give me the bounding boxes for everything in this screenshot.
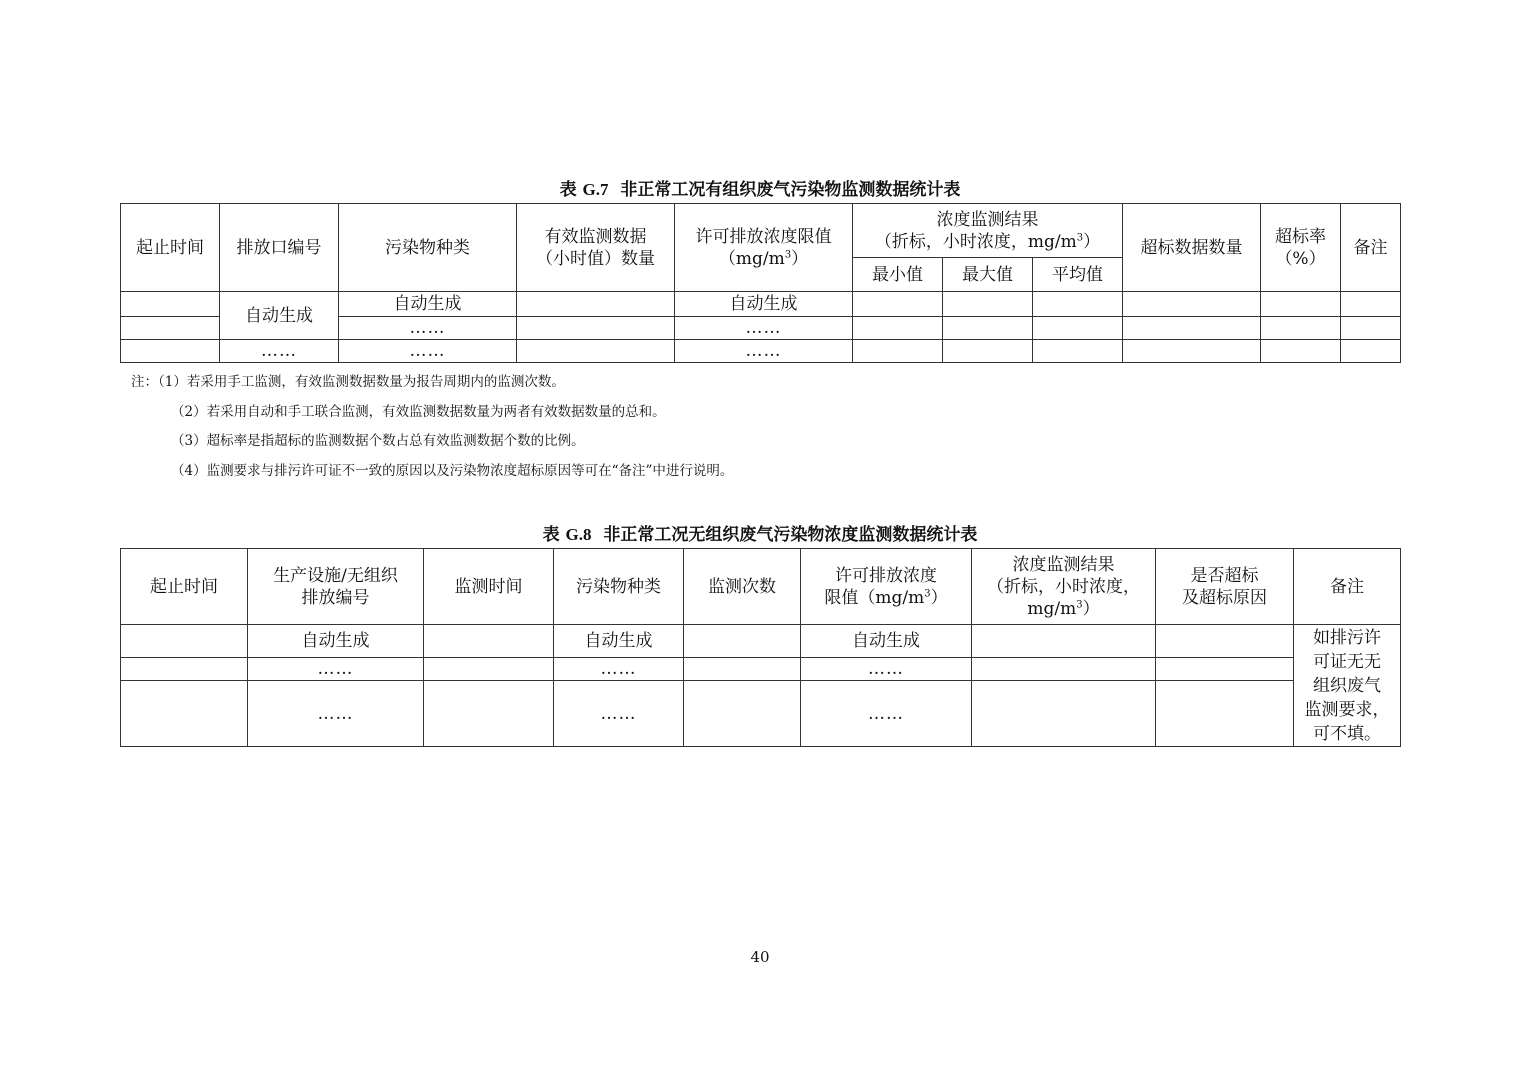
header-text	[801, 587, 971, 609]
table-cell	[1261, 317, 1341, 340]
superscript: 3	[1076, 231, 1084, 243]
table-g7-caption	[0, 175, 1520, 200]
header-time: 起止时间	[121, 549, 248, 625]
table-cell	[684, 658, 801, 681]
table-cell	[424, 625, 554, 658]
table-cell	[972, 625, 1156, 658]
header-unit: ）	[791, 248, 809, 269]
table-cell: ……	[339, 340, 517, 363]
table-cell	[853, 292, 943, 317]
table-row	[121, 292, 1401, 317]
header-unit: （mg/m	[718, 248, 785, 269]
table-cell	[943, 292, 1033, 317]
table-cell	[424, 681, 554, 747]
table-cell	[1341, 340, 1401, 363]
header-text: 及超标原因	[1182, 587, 1267, 608]
header-unit: ）	[1083, 231, 1101, 252]
header-remark: 备注	[1341, 204, 1401, 292]
header-avg: 平均值	[1033, 258, 1123, 292]
header-monitor-time: 监测时间	[424, 549, 554, 625]
header-text: 许可排放浓度限值	[695, 226, 832, 247]
superscript: 3	[784, 248, 792, 260]
table-row	[121, 681, 1401, 747]
header-limit	[675, 204, 853, 292]
header-unit: 限值（mg/m	[824, 587, 925, 608]
remark-line: 可不填。	[1313, 723, 1381, 744]
table-cell: ……	[675, 340, 853, 363]
caption-number: G.8	[565, 525, 592, 544]
header-count: 监测次数	[684, 549, 801, 625]
header-outlet: 排放口编号	[220, 204, 339, 292]
table-cell: 自动生成	[248, 625, 424, 658]
table-cell: 自动生成	[220, 292, 339, 340]
header-text: （%）	[1275, 248, 1326, 269]
table-cell	[1033, 292, 1123, 317]
table-cell	[943, 340, 1033, 363]
note-prefix: 注：	[131, 374, 158, 390]
note-item	[131, 368, 733, 398]
table-g8	[120, 548, 1401, 747]
table-cell	[853, 317, 943, 340]
header-exceed-count: 超标数据数量	[1123, 204, 1261, 292]
table-cell	[684, 681, 801, 747]
header-text	[972, 598, 1155, 620]
header-time: 起止时间	[121, 204, 220, 292]
table-cell	[1156, 625, 1294, 658]
remark-line: 可证无无	[1313, 651, 1381, 672]
header-text: 排放编号	[301, 587, 370, 608]
header-valid-count	[517, 204, 675, 292]
header-exceed-rate	[1261, 204, 1341, 292]
table-cell	[121, 317, 220, 340]
table-cell: ……	[339, 317, 517, 340]
table-cell: ……	[248, 681, 424, 747]
superscript: 3	[924, 587, 931, 599]
header-unit: mg/m	[1027, 598, 1077, 619]
table-cell	[517, 292, 675, 317]
note-item: （3）超标率是指超标的监测数据个数占总有效监测数据个数的比例。	[171, 433, 585, 449]
table-cell	[121, 625, 248, 658]
table-cell	[684, 625, 801, 658]
note-item: （4）监测要求与排污许可证不一致的原因以及污染物浓度超标原因等可在“备注”中进行说明。	[171, 462, 734, 479]
caption-prefix: 表	[559, 180, 583, 200]
note-text: （1）若采用手工监测，有效监测数据数量为报告周期内的监测次数。	[158, 374, 565, 390]
header-text: 超标率	[1275, 226, 1327, 247]
header-text: 浓度监测结果	[936, 209, 1039, 230]
header-text: 许可排放浓度	[835, 565, 937, 586]
table-cell	[121, 681, 248, 747]
header-limit	[801, 549, 972, 625]
table-cell: ……	[554, 681, 684, 747]
table-cell: ……	[801, 658, 972, 681]
header-text: 生产设施/无组织	[273, 565, 398, 586]
header-text: 有效监测数据	[544, 226, 647, 247]
table-cell	[1261, 292, 1341, 317]
table-cell	[121, 340, 220, 363]
table-g7	[120, 203, 1401, 363]
table-cell	[121, 292, 220, 317]
header-facility	[248, 549, 424, 625]
table-cell: ……	[675, 317, 853, 340]
table-cell	[943, 317, 1033, 340]
remark-line: 如排污许	[1313, 627, 1381, 648]
header-remark: 备注	[1294, 549, 1401, 625]
table-cell	[1033, 340, 1123, 363]
header-pollutant: 污染物种类	[339, 204, 517, 292]
table-cell: 自动生成	[675, 292, 853, 317]
table-cell	[1261, 340, 1341, 363]
table-cell	[853, 340, 943, 363]
superscript: 3	[1076, 598, 1083, 610]
header-text: （小时值）数量	[536, 248, 655, 269]
table-cell	[1033, 317, 1123, 340]
table-cell	[972, 681, 1156, 747]
page-number: 40	[750, 948, 770, 966]
table-cell	[1156, 658, 1294, 681]
table-cell	[1341, 317, 1401, 340]
header-max: 最大值	[943, 258, 1033, 292]
table-g8-caption	[0, 520, 1520, 545]
header-result	[972, 549, 1156, 625]
header-result	[853, 204, 1123, 258]
table-cell: 自动生成	[801, 625, 972, 658]
header-text	[853, 231, 1122, 253]
header-exceed	[1156, 549, 1294, 625]
table-cell	[972, 658, 1156, 681]
note-item: （2）若采用自动和手工联合监测，有效监测数据数量为两者有效数据数量的总和。	[171, 403, 666, 420]
table-cell: ……	[801, 681, 972, 747]
header-unit: ）	[930, 587, 948, 608]
table-cell: ……	[248, 658, 424, 681]
table-cell	[1123, 340, 1261, 363]
table-cell	[1123, 317, 1261, 340]
header-text	[675, 248, 852, 270]
table-row	[121, 340, 1401, 363]
table-cell: ……	[554, 658, 684, 681]
table-cell: 自动生成	[339, 292, 517, 317]
header-text: （折标，小时浓度，	[987, 576, 1140, 597]
header-unit: （折标，小时浓度，mg/m	[874, 231, 1077, 252]
table-cell	[1123, 292, 1261, 317]
table-row	[121, 658, 1401, 681]
caption-prefix: 表	[542, 525, 566, 545]
header-text: 浓度监测结果	[1012, 554, 1115, 575]
remark-cell	[1294, 625, 1401, 747]
table-cell: 自动生成	[554, 625, 684, 658]
remark-line: 组织废气	[1313, 675, 1381, 696]
table-cell	[517, 317, 675, 340]
table-row	[121, 625, 1401, 658]
caption-title: 非正常工况有组织废气污染物监测数据统计表	[620, 180, 961, 200]
header-min: 最小值	[853, 258, 943, 292]
table-cell	[1341, 292, 1401, 317]
table-cell	[517, 340, 675, 363]
header-unit: ）	[1082, 598, 1100, 619]
header-pollutant: 污染物种类	[554, 549, 684, 625]
table-cell	[1156, 681, 1294, 747]
table-cell	[424, 658, 554, 681]
header-text: 是否超标	[1190, 565, 1259, 586]
table-notes	[131, 368, 733, 486]
caption-number: G.7	[582, 180, 609, 199]
remark-line: 监测要求，	[1304, 699, 1390, 720]
table-cell: ……	[220, 340, 339, 363]
caption-title: 非正常工况无组织废气污染物浓度监测数据统计表	[603, 525, 978, 545]
table-cell	[121, 658, 248, 681]
